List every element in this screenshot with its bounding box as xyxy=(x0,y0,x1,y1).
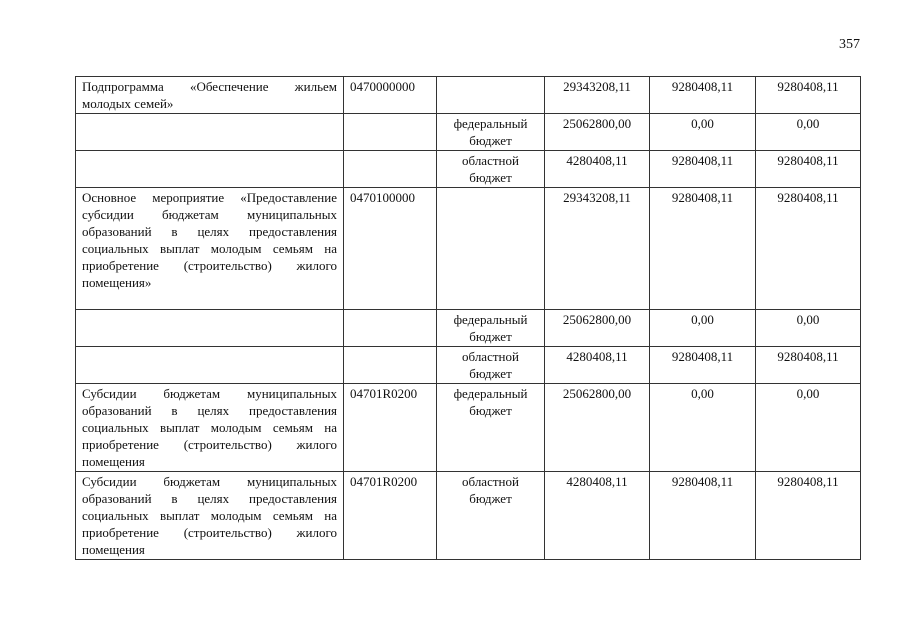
row-value-2-cell: 9280408,11 xyxy=(650,347,756,384)
budget-table xyxy=(75,76,861,560)
row-value-3-cell: 0,00 xyxy=(756,114,861,151)
row-value-3-cell: 9280408,11 xyxy=(756,188,861,310)
table-row xyxy=(76,77,861,114)
row-value-3-cell: 9280408,11 xyxy=(756,77,861,114)
table-row xyxy=(76,347,861,384)
row-name-cell: Субсидии бюджетам муниципальных образований в целях предоставления социальных выплат молодым семьям на приобретение (строительство) жилого помещения xyxy=(76,472,344,560)
row-value-1-cell: 29343208,11 xyxy=(545,188,650,310)
row-value-1-cell: 4280408,11 xyxy=(545,472,650,560)
row-name-cell xyxy=(76,151,344,188)
row-code-cell: 04701R0200 xyxy=(344,384,437,472)
table-row xyxy=(76,151,861,188)
row-value-1-cell: 25062800,00 xyxy=(545,384,650,472)
row-value-1-cell: 25062800,00 xyxy=(545,114,650,151)
row-code-cell: 0470000000 xyxy=(344,77,437,114)
row-code-cell xyxy=(344,347,437,384)
row-value-1-cell: 4280408,11 xyxy=(545,347,650,384)
row-value-2-cell: 0,00 xyxy=(650,310,756,347)
table-row xyxy=(76,472,861,560)
row-name-cell: Субсидии бюджетам муниципальных образований в целях предоставления социальных выплат молодым семьям на приобретение (строительство) жилого помещения xyxy=(76,384,344,472)
table-row xyxy=(76,310,861,347)
row-source-cell: федеральный бюджет xyxy=(437,310,545,347)
row-source-cell: федеральный бюджет xyxy=(437,114,545,151)
table-row xyxy=(76,114,861,151)
row-value-3-cell: 0,00 xyxy=(756,384,861,472)
row-value-1-cell: 4280408,11 xyxy=(545,151,650,188)
row-value-1-cell: 25062800,00 xyxy=(545,310,650,347)
row-value-2-cell: 9280408,11 xyxy=(650,151,756,188)
row-value-2-cell: 9280408,11 xyxy=(650,77,756,114)
row-value-3-cell: 9280408,11 xyxy=(756,347,861,384)
row-source-cell: областной бюджет xyxy=(437,472,545,560)
row-source-cell: областной бюджет xyxy=(437,347,545,384)
row-name-cell: Подпрограмма «Обеспечение жильем молодых семей» xyxy=(76,77,344,114)
row-value-2-cell: 9280408,11 xyxy=(650,472,756,560)
row-name-cell xyxy=(76,310,344,347)
row-value-1-cell: 29343208,11 xyxy=(545,77,650,114)
table-row xyxy=(76,384,861,472)
row-value-3-cell: 9280408,11 xyxy=(756,472,861,560)
row-value-3-cell: 9280408,11 xyxy=(756,151,861,188)
row-code-cell: 04701R0200 xyxy=(344,472,437,560)
row-code-cell xyxy=(344,114,437,151)
row-source-cell: федеральный бюджет xyxy=(437,384,545,472)
row-source-cell xyxy=(437,77,545,114)
row-name-cell: Основное мероприятие «Предоставление субсидии бюджетам муниципальных образований в целях предоставления социальных выплат молодым семьям на приобретение (строительство) жилого помещения» xyxy=(76,188,344,310)
row-name-cell xyxy=(76,347,344,384)
table-row xyxy=(76,188,861,310)
row-source-cell: областной бюджет xyxy=(437,151,545,188)
page-number: 357 xyxy=(839,37,860,52)
row-value-2-cell: 0,00 xyxy=(650,384,756,472)
row-code-cell xyxy=(344,310,437,347)
row-value-3-cell: 0,00 xyxy=(756,310,861,347)
row-code-cell xyxy=(344,151,437,188)
row-value-2-cell: 0,00 xyxy=(650,114,756,151)
row-source-cell xyxy=(437,188,545,310)
row-code-cell: 0470100000 xyxy=(344,188,437,310)
row-name-cell xyxy=(76,114,344,151)
row-value-2-cell: 9280408,11 xyxy=(650,188,756,310)
